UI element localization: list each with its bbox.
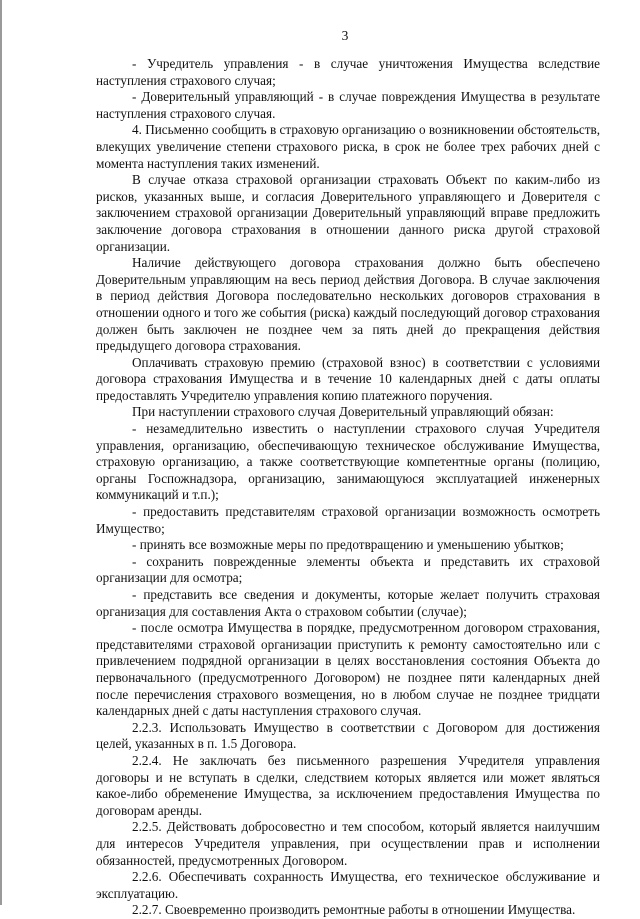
paragraph: - незамедлительно известить о наступлении страхового случая Учредителя управления, организацию, обеспечивающую техническое обслуживание Имущества, страховую организацию, а также соответствующие компетентные органы (полицию, органы Госпожнадзора, организацию, занимающуюся эксплуатацией инженерных коммуникаций и т.п.);: [96, 421, 600, 503]
paragraph: - после осмотра Имущества в порядке, предусмотренном договором страхования, представителями страховой организации приступить к ремонту самостоятельно или с привлечением подрядной организации в целях восстановления состояния Объекта до первоначального (предусмотренного Договором) не позднее пяти календарных дней после перечисления страхового возмещения, но в любом случае не позднее тридцати календарных дней с даты наступления страхового случая.: [96, 620, 600, 719]
paragraph: 2.2.4. Не заключать без письменного разрешения Учредителя управления договоры и не вступать в сделки, следствием которых является или может являться какое-либо обременение Имущества, за исключением предоставления Имущества по договорам аренды.: [96, 752, 600, 818]
scan-edge-shadow: [0, 0, 2, 905]
paragraph: 2.2.3. Использовать Имущество в соответствии с Договором для достижения целей, указанных в п. 1.5 Договора.: [96, 719, 600, 752]
paragraph: - сохранить поврежденные элементы объекта и представить их страховой организации для осмотра;: [96, 553, 600, 586]
paragraph: Оплачивать страховую премию (страховой взнос) в соответствии с условиями договора страхования Имущества и в течение 10 календарных дней с даты оплаты предоставлять Учредителю управления копию платежного поручения.: [96, 354, 600, 403]
paragraph: - представить все сведения и документы, которые желает получить страховая организация для составления Акта о страховом событии (случае);: [96, 587, 600, 619]
body-text: [96, 56, 600, 919]
paragraph: 2.2.7. Своевременно производить ремонтные работы в отношении Имущества.: [132, 902, 576, 918]
paragraph: 2.2.5. Действовать добросовестно и тем способом, который является наилучшим для интересов Учредителя управления, при осуществлении прав и исполнении обязанностей, предусмотренных Договором.: [96, 819, 600, 868]
paragraph: - принять все возможные меры по предотвращению и уменьшению убытков;: [132, 537, 564, 553]
paragraph: - предоставить представителям страховой организации возможность осмотреть Имущество;: [96, 504, 600, 536]
paragraph: 2.2.6. Обеспечивать сохранность Имущества, его техническое обслуживание и эксплуатацию.: [96, 869, 600, 901]
paragraph: 4. Письменно сообщить в страховую организацию о возникновении обстоятельств, влекущих увеличение степени страхового риска, в срок не более трех рабочих дней с момента наступления таких изменений.: [96, 122, 600, 171]
paragraph: В случае отказа страховой организации страховать Объект по каким-либо из рисков, указанных выше, и согласия Доверительного управляющего и Доверителя с заключением страховой организации Доверительный управляющий вправе предложить заключение договора страхования в отношении данного риска другой страховой организации.: [96, 172, 600, 254]
paragraph: - Доверительный управляющий - в случае повреждения Имущества в результате наступления страхового случая.: [96, 89, 600, 121]
page-number: 3: [341, 28, 349, 43]
paragraph: При наступлении страхового случая Доверительный управляющий обязан:: [132, 404, 554, 420]
paragraph: Наличие действующего договора страхования должно быть обеспечено Доверительным управляющим на весь период действия Договора. В случае заключения в период действия Договора последовательно нескольких договоров страхования в отношении одного и того же события (риска) каждый последующий договор страхования должен быть заключен не позднее чем за пять дней до прекращения действия предыдущего договора страхования.: [96, 255, 600, 354]
paragraph: - Учредитель управления - в случае уничтожения Имущества вследствие наступления страхового случая;: [96, 56, 600, 88]
